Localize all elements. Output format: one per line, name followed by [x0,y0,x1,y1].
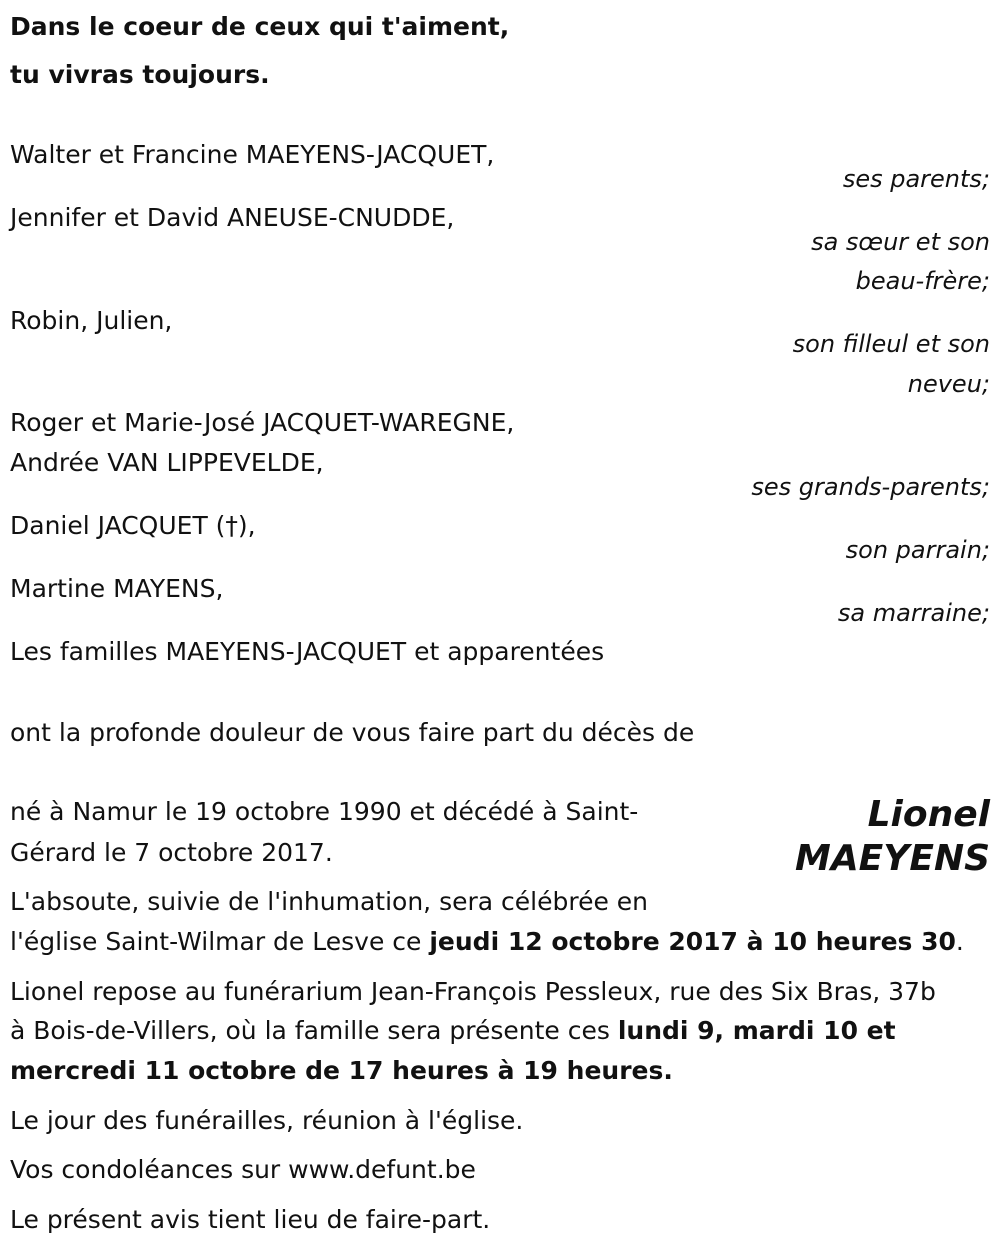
birth-death-line-1: né à Namur le 19 octobre 1990 et décédé à Saint- [10,797,639,826]
family-godfather-relation: son parrain; [845,536,990,564]
birth-death-line-2: Gérard le 7 octobre 2017. [10,838,333,867]
family-godmother-relation: sa marraine; [837,599,990,627]
family-nephews-names: Robin, Julien, [10,306,173,335]
family-relatives-names: Les familles MAEYENS-JACQUET et apparentées [10,637,605,666]
family-godmother-names: Martine MAYENS, [10,574,224,603]
deceased-first-name: Lionel [867,794,990,835]
ceremony-period: . [955,927,964,956]
family-sister-names: Jennifer et David ANEUSE-CNUDDE, [10,203,455,232]
family-grandparents-names-line-2: Andrée VAN LIPPEVELDE, [10,448,324,477]
epigraph-line-1: Dans le coeur de ceux qui t'aiment, [10,12,510,41]
epigraph-line-2: tu vivras toujours. [10,60,270,89]
note-funeral-meeting: Le jour des funérailles, réunion à l'église. [10,1106,524,1135]
family-nephews-relation-line-1: son filleul et son [792,330,990,358]
ceremony-datetime: jeudi 12 octobre 2017 à 10 heures 30 [429,927,956,956]
family-parents-relation: ses parents; [842,165,990,193]
family-sister-relation-line-1: sa sœur et son [811,228,990,256]
announcement: ont la profonde douleur de vous faire part du décès de [10,718,695,747]
family-parents-names: Walter et Francine MAEYENS-JACQUET, [10,140,495,169]
note-notice: Le présent avis tient lieu de faire-part. [10,1205,491,1234]
deceased-last-name: MAEYENS [795,838,990,879]
visitation-line-3: mercredi 11 octobre de 17 heures à 19 heures. [10,1056,673,1085]
family-grandparents-names-line-1: Roger et Marie-José JACQUET-WAREGNE, [10,408,515,437]
visitation-days: lundi 9, mardi 10 et [617,1016,896,1045]
visitation-line-2 [10,1016,896,1046]
family-sister-relation-line-2: beau-frère; [855,267,990,295]
visitation-line-1: Lionel repose au funérarium Jean-François Pessleux, rue des Six Bras, 37b [10,977,936,1006]
family-grandparents-relation: ses grands-parents; [751,473,990,501]
note-condolences: Vos condoléances sur www.defunt.be [10,1155,476,1184]
ceremony-line-2 [10,927,964,957]
ceremony-line-1: L'absoute, suivie de l'inhumation, sera célébrée en [10,887,649,916]
family-nephews-relation-line-2: neveu; [907,370,990,398]
family-godfather-names: Daniel JACQUET (†), [10,511,256,540]
visitation-location: à Bois-de-Villers, où la famille sera présente ces [10,1016,618,1045]
deceased-name [795,793,990,881]
ceremony-location: l'église Saint-Wilmar de Lesve ce [10,927,430,956]
